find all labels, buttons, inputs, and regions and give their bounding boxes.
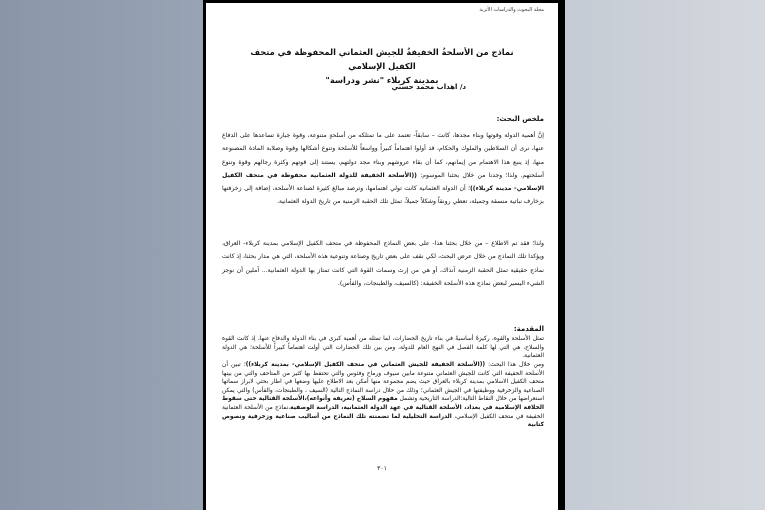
page-number: ٣٠١ <box>377 465 387 472</box>
abstract-paragraph-1 <box>222 129 544 209</box>
abstract-p1-text-2: ؛ أن الدولة العثمانية كانت تولي اهتمامها، وترصد مبالغ كثيرة لصناعة الأسلحة، إضافة إلى زخرفتها بزخارف نباتية منسقة وجميلة، تعطي رونقاً وشكلاً جميلاً، تمثل تلك الحقبة الزمنية من تاريخ الدولة العثمانية. <box>222 185 544 206</box>
intro-heading: المقدمة: <box>513 325 544 333</box>
intro-p2-text-2: ؛ تبين أن الأسلحة الخفيفة التي كانت للجيش العثماني متنوعة مابين سيوف ورماح وفئوس والتي تحتفظ بها كثير من المتاحف والتي من بينها متحف الكفيل الاسلامي بمدينة كربلاء بالعراق حيث يضم مجموعة منها أمكن بعد الاطلاع عليها وضعها في اطار بحثي لابراز سماتها الصناعية والزخرفية ووظيفتها في الجيش العثماني؛ وذلك من خلال دراسة النماذج التالية (السيف ، والطبنجات، والفأس) والتي يمكن استعراضها من خلال النقاط التالية:الدراسة التاريخية وتشمل <box>222 362 544 403</box>
abstract-heading: ملخص البحث: <box>496 115 544 123</box>
article-title <box>236 45 528 87</box>
title-line-1: نماذج من الأسلحةُ الخفيفةُ للجيش العثماني المحفوظة في متحف الكفيل الإسلامي <box>250 47 514 71</box>
intro-paragraph-1: تمثل الأسلحة والقوة، ركيزةً أساسيةً في بناء تاريخ الحضارات، لما تمثله من أهمية كبرى في بناء الدولة والدفاع عنها، إذ كانت القوة والسلاح، هي التي لها كلمة الفصل في النهج العام للدولة، ومن بين تلك الحضارات التي أولت اهتماماً كبيراً للأسلحة؛ هي الدولة العثمانية. <box>222 336 544 360</box>
abstract-p1-title: ((الأسلحة الخفيفة للدولة العثمانية محفوظة في متحف الكفيل الإسلامي- مدينة كربلاء)) <box>222 171 544 193</box>
intro-p2-text: ومن خلال هذا البحث: <box>485 362 544 368</box>
document-page <box>206 3 558 510</box>
intro-p2-text-3: ،نماذج من الأسلحة العثمانية الخفيفة في متحف الكفيل الإسلامي، <box>222 404 544 420</box>
intro-paragraph-2 <box>222 361 544 430</box>
abstract-p1-text: إنَّ أهمية الدولة وقوتها وبناء مجدها، كانت – سابقاً- تعتمد على ما تمتلكه من أسلحةٍ متنوعة، وقوة جبارة تساعدها على الدفاع عنها، نرى أن السلاطين والملوك والحكام، قد أولوا اهتماماً كبيراً وواسعاً للأسلحة وتنوع أشكالها وقوة وصلابة المادة المصنوعة منها، إذ ينبع هذا الاهتمام من إيمانهم، كما أن بقاء عروشهم وبناء مجد دولتهم، يستند إلى قوتهم وكثرة رجالهم وقوة وتنوع أسلحتهم. ولذا؛ وجدنا من خلال بحثنا الموسوم: <box>222 132 544 179</box>
author-name: د/ اهداب محمد حسني <box>391 83 466 91</box>
journal-header: مجلة البحوث والدراسات الأثرية <box>479 7 544 13</box>
intro-p2-title: ((الأسلحة الخفيفة للجيش العثماني في متحف الكفيل الإسلامي- بمدينة كربلاء)) <box>245 362 486 368</box>
intro-p2-bold-3: الدراسة التحليلية لما تضمنته تلك النماذج من أساليب صناعية وزخرفية ونصوص كتابية <box>222 413 544 429</box>
intro-p2-bold-2: مفهوم السلاح (تعريفه وأنواعه)،الأسلحة القتالية حتى سقوط الخلافة الإسلامية في بغداد، الأسلحة القتالية في عهد الدولة العثمانية، الدراسة الوصفية <box>222 396 545 411</box>
abstract-paragraph-2: ولذا؛ فقد تم الاطلاع – من خلال بحثنا هذا- على بعض النماذج المحفوظة في متحف الكفيل الإسلامي بمدينة كربلاء- العراق، ويؤكدا تلك النماذج من خلال عرض البحث، لكي نقف على بعض تاريخ وصناعة وتنوعية هذه الأسلحة، التي هي مدار بحثنا، إذ كانت نماذج حقيقية تمثل الحقبة الزمنية آنذاك، أو هي من إرث وسمات القوة التي كانت تمتاز بها الدولة العثمانية... آملين أن نوجز الشيء اليسير لبعض نماذج هذه الأسلحة الخفيفة: (كالسيف، والطبنجات، والفأس). <box>222 240 544 287</box>
title-line-2: بمدينة كربلاء "نشر ودراسة" <box>325 75 439 85</box>
